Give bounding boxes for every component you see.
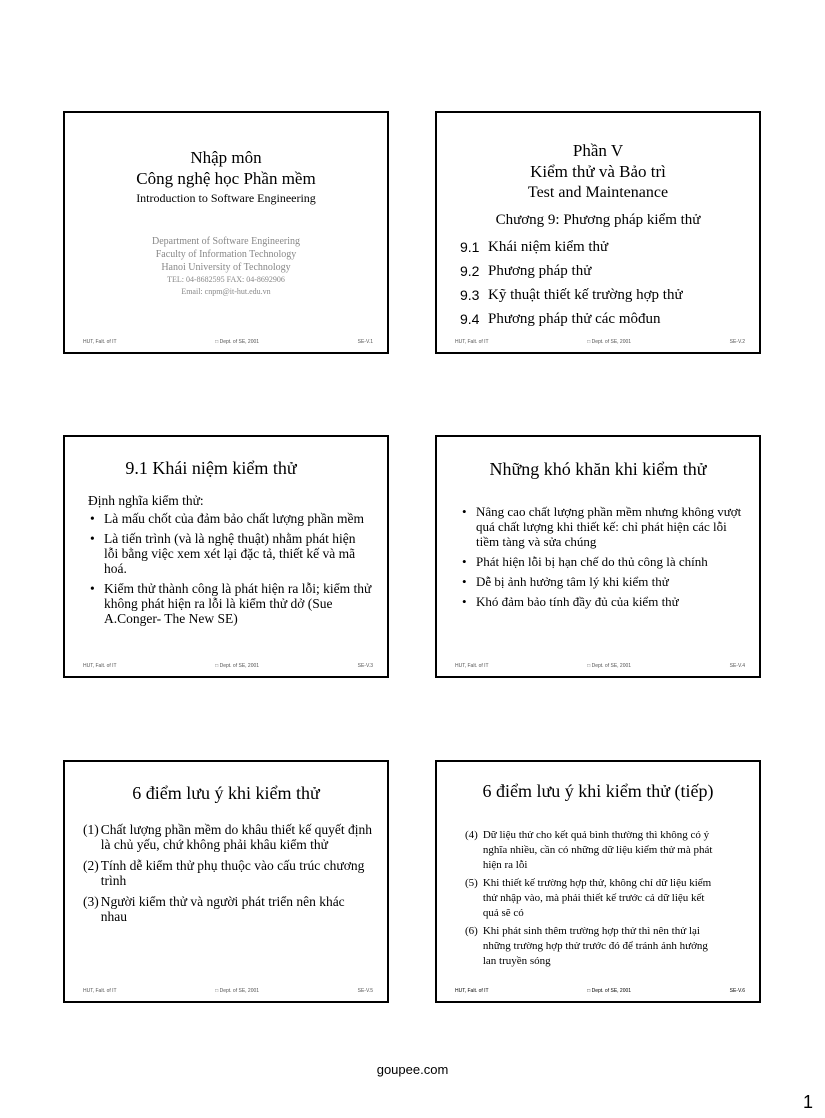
footer-right: SE-V.3 xyxy=(357,663,373,669)
toc-num: 9.4 xyxy=(460,311,480,327)
slide-5-title: 6 điểm lưu ý khi kiểm thử xyxy=(132,783,320,803)
slide-3 xyxy=(63,435,389,678)
slide-6-footer xyxy=(455,988,745,994)
list-item xyxy=(465,924,715,969)
slide-1-title-2: Công nghệ học Phần mềm xyxy=(136,169,316,188)
footer-left: HUT, Falt. of IT xyxy=(455,663,489,669)
footer-left: HUT, Falt. of IT xyxy=(83,339,117,345)
footer-right: SE-V.4 xyxy=(729,663,745,669)
list-item xyxy=(83,858,373,888)
list-item: • Kiểm thử thành công là phát hiện ra lỗi; kiểm thử không phát hiện ra lỗi là kiểm thử dở (Sue A.Conger- The New SE) xyxy=(88,581,373,626)
slide-4 xyxy=(435,435,761,678)
item-text: Khi thiết kế trường hợp thử, không chỉ dữ liệu kiểm thử nhập vào, mà phải thiết kế trước cả dữ liệu kết quả sẽ có xyxy=(482,877,712,919)
toc-label: Phương pháp thử các môđun xyxy=(488,311,661,327)
slide-6-list xyxy=(465,828,715,969)
slide-1-subtitle: Introduction to Software Engineering xyxy=(136,191,316,205)
slide-4-bullets xyxy=(460,504,752,609)
slide-3-title: 9.1 Khái niệm kiểm thử xyxy=(125,458,297,478)
item-text: Tính dễ kiểm thử phụ thuộc vào cấu trúc chương trình xyxy=(100,858,365,888)
slide-1-dept: Department of Software Engineering xyxy=(151,236,300,247)
toc-item xyxy=(460,307,683,331)
footer-right: SE-V.6 xyxy=(729,988,745,994)
footer-left: HUT, Falt. of IT xyxy=(83,663,117,669)
slide-2-part: Phần V xyxy=(572,141,624,160)
footer-left: HUT, Falt. of IT xyxy=(455,988,489,994)
slide-5-footer xyxy=(83,988,373,994)
item-number: (1) xyxy=(83,822,99,837)
slide-6 xyxy=(435,760,761,1003)
item-number: (5) xyxy=(465,877,478,889)
toc-num: 9.3 xyxy=(460,287,480,303)
toc-item xyxy=(460,259,683,283)
slide-4-footer xyxy=(455,663,745,669)
item-text: Khi phát sinh thêm trường hợp thử thì nên thử lại những trường hợp thử trước đó để tránh ảnh hưởng lan truyền sóng xyxy=(482,925,708,967)
item-number: (3) xyxy=(83,894,99,909)
slide-2 xyxy=(435,111,761,354)
slide-2-footer xyxy=(455,339,745,345)
slide-4-title: Những khó khăn khi kiểm thử xyxy=(489,459,707,479)
footer-center: □ Dept. of SE, 2001 xyxy=(215,339,260,345)
footer-right: SE-V.5 xyxy=(357,988,373,994)
slide-3-footer xyxy=(83,663,373,669)
toc-item xyxy=(460,235,683,259)
item-number: (2) xyxy=(83,858,99,873)
footer-center: □ Dept. of SE, 2001 xyxy=(587,988,632,994)
toc-num: 9.1 xyxy=(460,239,480,255)
toc-num: 9.2 xyxy=(460,263,480,279)
toc-item xyxy=(460,283,683,307)
list-item: • Khó đảm bảo tính đầy đủ của kiểm thử xyxy=(460,594,752,609)
slide-2-title: Kiểm thử và Bảo trì xyxy=(530,162,666,181)
slide-6-title: 6 điểm lưu ý khi kiểm thử (tiếp) xyxy=(482,781,714,801)
list-item: • Là mấu chốt của đảm bảo chất lượng phần mềm xyxy=(88,511,373,526)
slide-5 xyxy=(63,760,389,1003)
watermark-text: goupee.com xyxy=(376,1062,449,1077)
slide-2-title-en: Test and Maintenance xyxy=(527,184,669,201)
footer-left: HUT, Falt. of IT xyxy=(83,988,117,994)
list-item: • Phát hiện lỗi bị hạn chế do thủ công là chính xyxy=(460,554,752,569)
list-item: • Nâng cao chất lượng phần mềm nhưng không vượt quá chất lượng khi thiết kế: chỉ phát hiện các lỗi tiềm tàng và sửa chúng xyxy=(460,504,752,549)
footer-center: □ Dept. of SE, 2001 xyxy=(587,339,632,345)
list-item xyxy=(83,894,373,924)
item-text: Dữ liệu thử cho kết quả bình thường thì không có ý nghĩa nhiều, cần có những dữ liệu kiểm thử mà phát hiện ra lỗi xyxy=(482,829,713,871)
slide-5-list xyxy=(83,822,373,924)
slide-1-title: Nhập môn xyxy=(190,148,262,167)
slide-1-email: Email: cnpm@it-hut.edu.vn xyxy=(181,287,271,296)
toc-label: Phương pháp thử xyxy=(488,263,592,279)
slide-1-university: Hanoi University of Technology xyxy=(161,262,291,273)
item-number: (4) xyxy=(465,829,478,841)
footer-center: □ Dept. of SE, 2001 xyxy=(215,663,260,669)
footer-right: SE-V.1 xyxy=(357,339,373,345)
item-number: (6) xyxy=(465,925,478,937)
slide-2-toc xyxy=(460,235,683,331)
slide-3-intro: Định nghĩa kiểm thử: xyxy=(88,493,204,508)
list-item xyxy=(465,876,715,921)
page-number: 1 xyxy=(802,1092,813,1112)
list-item: • Là tiến trình (và là nghệ thuật) nhằm phát hiện lỗi bằng việc xem xét lại đặc tả, thiết kế và mã hoá. xyxy=(88,531,373,576)
slide-2-chapter: Chương 9: Phương pháp kiểm thử xyxy=(495,212,701,228)
slide-3-bullets xyxy=(88,511,373,626)
item-text: Người kiểm thử và người phát triển nên khác nhau xyxy=(100,894,345,924)
footer-left: HUT, Falt. of IT xyxy=(455,339,489,345)
footer-center: □ Dept. of SE, 2001 xyxy=(215,988,260,994)
item-text: Chất lượng phần mềm do khâu thiết kế quyết định là chủ yếu, chứ không phải khâu kiểm thử xyxy=(100,822,373,852)
slide-1-tel: TEL: 04-8682595 FAX: 04-8692906 xyxy=(167,275,285,284)
slide-1-footer xyxy=(83,339,373,345)
footer-right: SE-V.2 xyxy=(729,339,745,345)
slide-1-faculty: Faculty of Information Technology xyxy=(155,249,297,260)
list-item: • Dễ bị ảnh hưởng tâm lý khi kiểm thử xyxy=(460,574,752,589)
toc-label: Khái niệm kiểm thử xyxy=(488,239,609,255)
footer-center: □ Dept. of SE, 2001 xyxy=(587,663,632,669)
toc-label: Kỹ thuật thiết kế trường hợp thử xyxy=(488,287,683,303)
list-item xyxy=(83,822,373,852)
list-item xyxy=(465,828,715,873)
slide-1 xyxy=(63,111,389,354)
